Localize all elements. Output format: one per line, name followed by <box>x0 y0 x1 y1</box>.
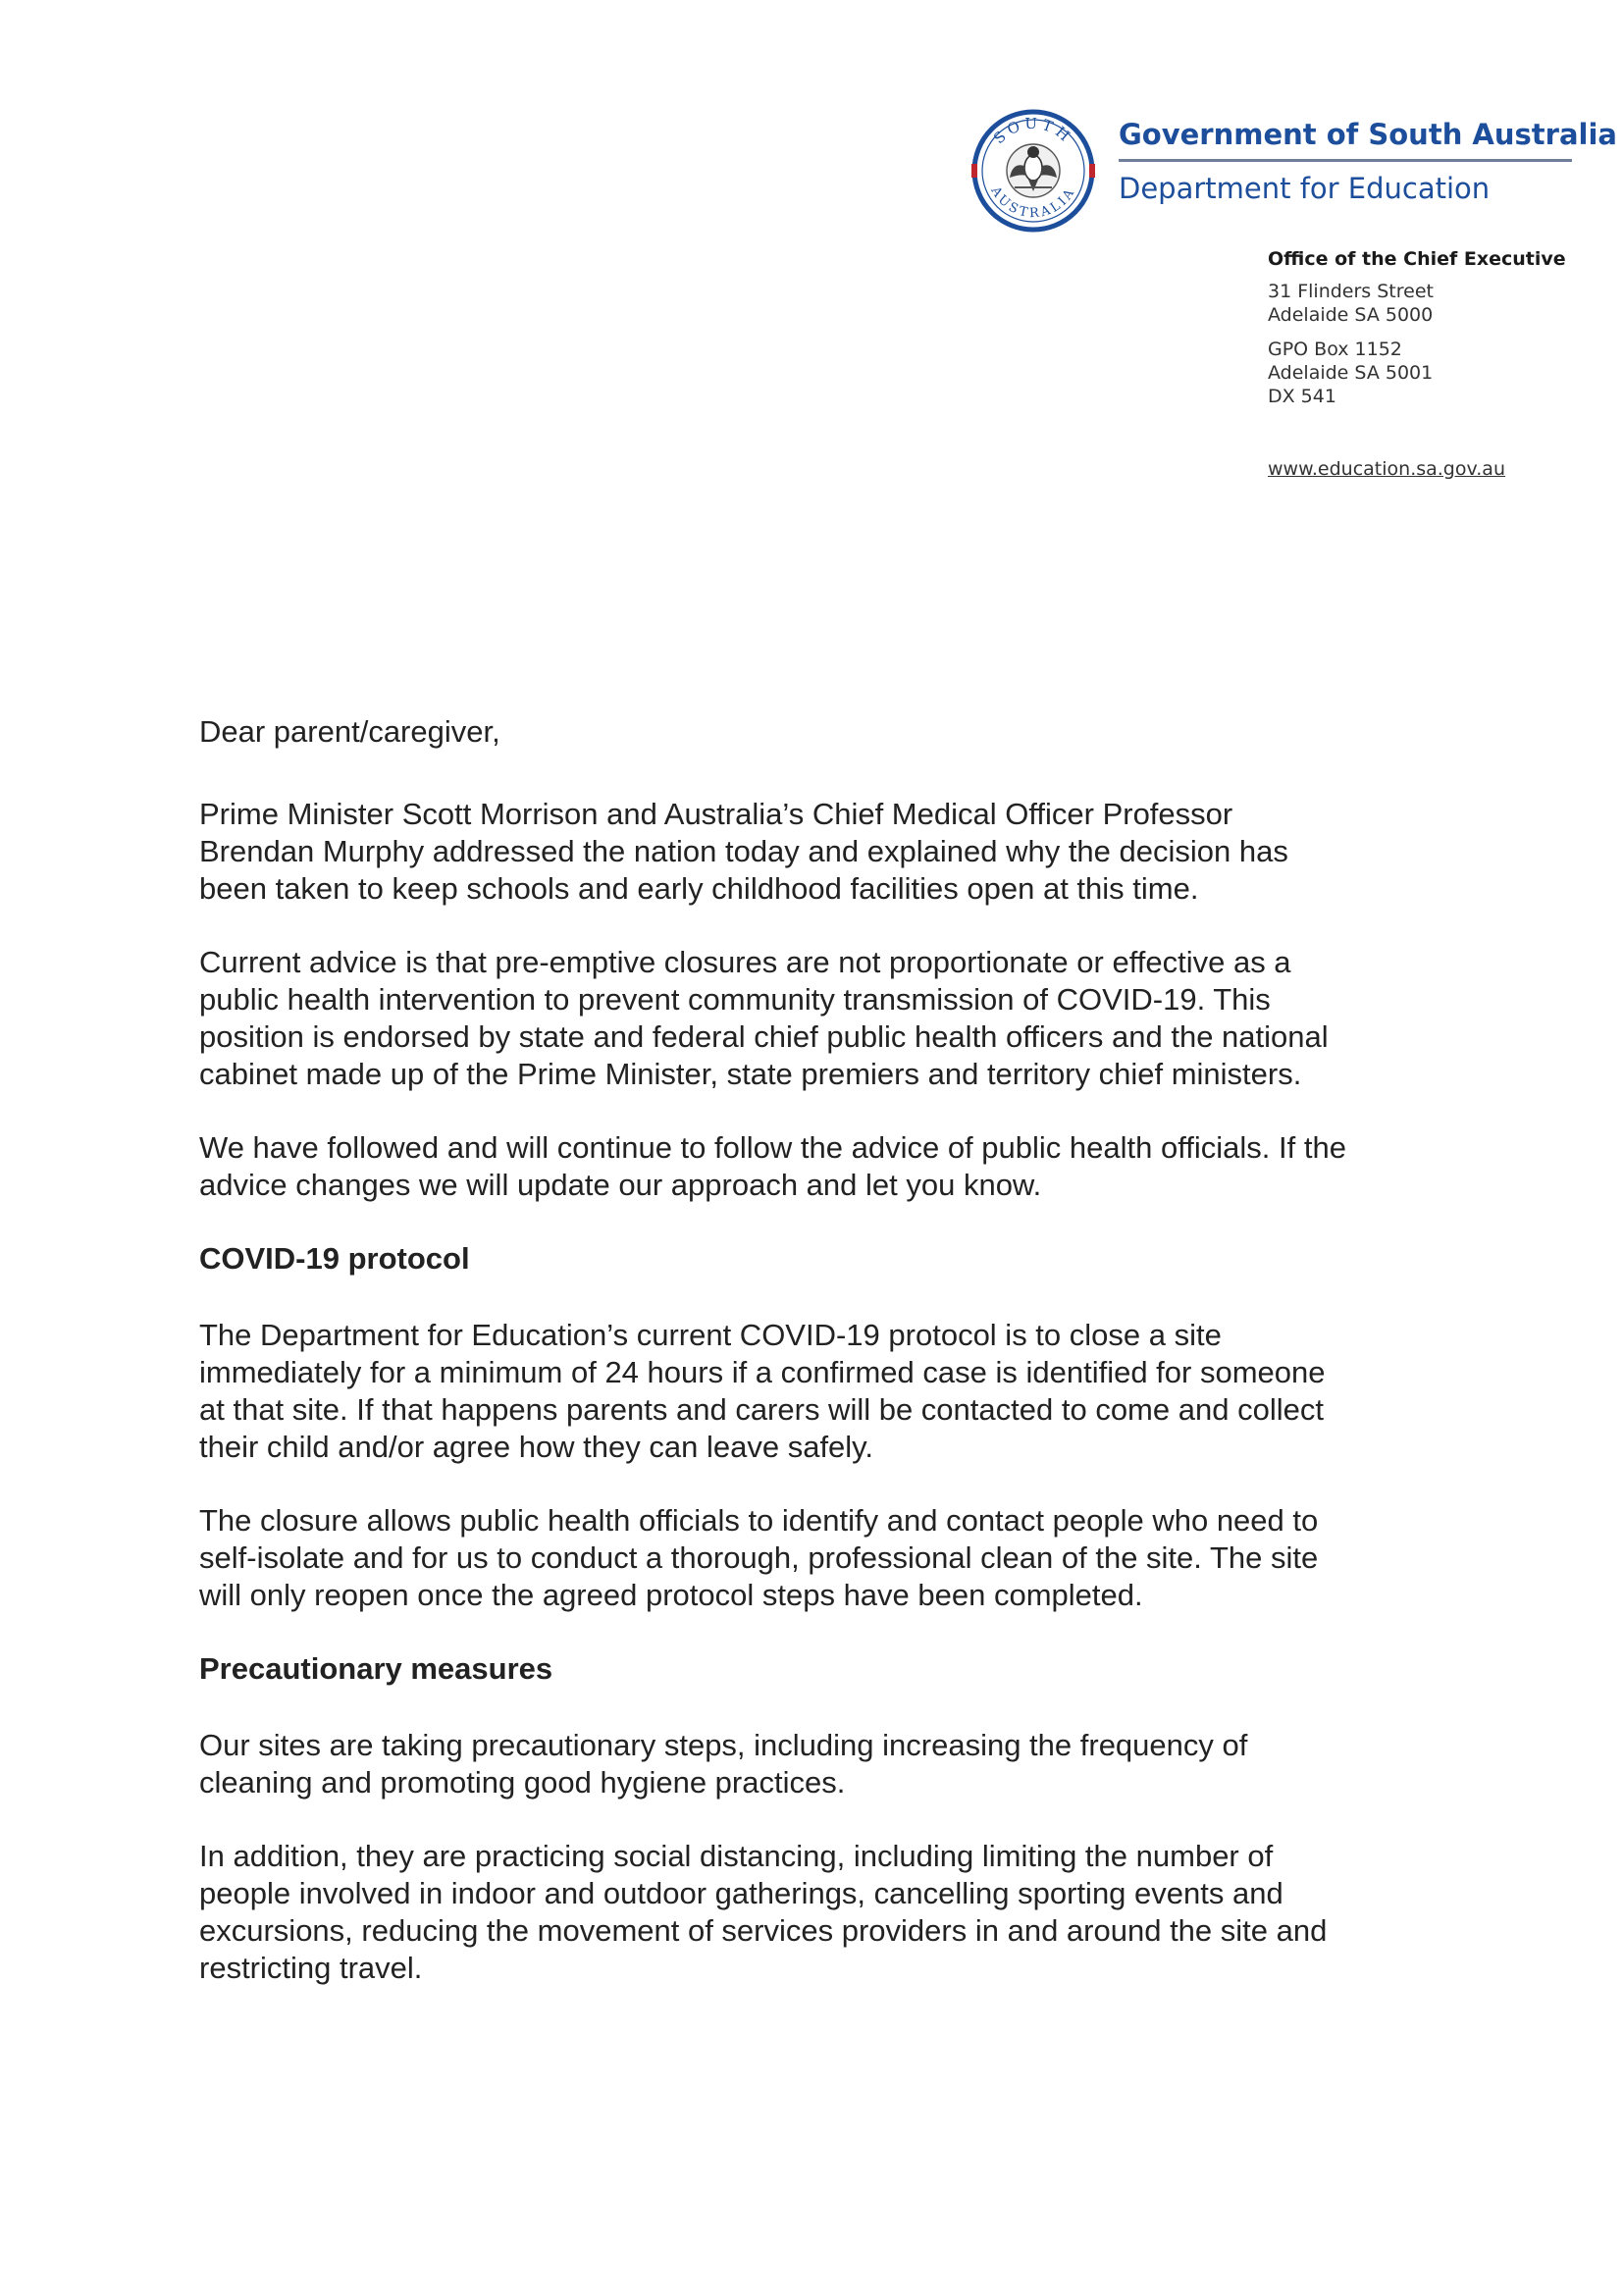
postal-address-line: DX 541 <box>1268 386 1336 407</box>
paragraph-line: Brendan Murphy addressed the nation today and explained why the decision has <box>199 834 1288 868</box>
paragraph-line: at that site. If that happens parents and carers will be contacted to come and collect <box>199 1392 1324 1427</box>
postal-address <box>1268 338 1566 408</box>
paragraph-line: Prime Minister Scott Morrison and Australia’s Chief Medical Officer Professor <box>199 797 1233 831</box>
paragraph-line: Our sites are taking precautionary steps, including increasing the frequency of <box>199 1728 1248 1762</box>
state-seal-logo <box>971 109 1095 233</box>
paragraph-line: excursions, reducing the movement of services providers in and around the site and <box>199 1913 1328 1948</box>
website-link[interactable]: www.education.sa.gov.au <box>1268 458 1505 480</box>
seal-text-bottom: AUSTRALIA <box>987 183 1079 222</box>
paragraph-line: Current advice is that pre-emptive closures are not proportionate or effective as a <box>199 945 1291 979</box>
paragraph-decision <box>199 796 1475 908</box>
paragraph-line: We have followed and will continue to follow the advice of public health officials. If the <box>199 1130 1346 1165</box>
letter-body <box>199 713 1475 2023</box>
paragraph-protocol <box>199 1317 1475 1466</box>
heading-precautionary-measures: Precautionary measures <box>199 1651 553 1686</box>
paragraph-closure <box>199 1502 1475 1614</box>
paragraph-line: public health intervention to prevent community transmission of COVID-19. This <box>199 982 1271 1017</box>
paragraph-line: been taken to keep schools and early childhood facilities open at this time. <box>199 871 1199 906</box>
heading-covid-protocol: COVID-19 protocol <box>199 1241 470 1276</box>
paragraph-social-distancing <box>199 1838 1475 1987</box>
paragraph-line: their child and/or agree how they can leave safely. <box>199 1430 873 1464</box>
postal-address-line: GPO Box 1152 <box>1268 339 1402 360</box>
paragraph-follow-advice <box>199 1129 1475 1204</box>
office-address-block <box>1268 247 1566 481</box>
paragraph-line: people involved in indoor and outdoor gatherings, cancelling sporting events and <box>199 1876 1283 1910</box>
paragraph-line: will only reopen once the agreed protocol steps have been completed. <box>199 1578 1143 1612</box>
paragraph-line: The closure allows public health officials to identify and contact people who need to <box>199 1503 1319 1538</box>
postal-address-line: Adelaide SA 5001 <box>1268 362 1434 384</box>
paragraph-line: The Department for Education’s current COVID-19 protocol is to close a site <box>199 1318 1222 1352</box>
paragraph-line: cleaning and promoting good hygiene practices. <box>199 1765 846 1800</box>
government-name: Government of South Australia <box>1119 118 1617 151</box>
paragraph-line: restricting travel. <box>199 1951 423 1985</box>
office-title: Office of the Chief Executive <box>1268 248 1566 270</box>
letterhead-titles <box>1119 112 1617 211</box>
seal-emblem-icon <box>971 109 1095 233</box>
salutation: Dear parent/caregiver, <box>199 714 500 749</box>
paragraph-line: self-isolate and for us to conduct a thorough, professional clean of the site. The site <box>199 1540 1319 1575</box>
paragraph-line: position is endorsed by state and federal chief public health officers and the national <box>199 1019 1329 1054</box>
street-address <box>1268 280 1566 327</box>
paragraph-current-advice <box>199 944 1475 1093</box>
street-address-line: Adelaide SA 5000 <box>1268 304 1434 326</box>
letterhead-divider <box>1119 159 1572 162</box>
paragraph-precautionary-steps <box>199 1727 1475 1801</box>
paragraph-line: In addition, they are practicing social distancing, including limiting the number of <box>199 1839 1274 1873</box>
department-name: Department for Education <box>1119 172 1491 205</box>
paragraph-line: cabinet made up of the Prime Minister, state premiers and territory chief ministers. <box>199 1057 1302 1091</box>
paragraph-line: advice changes we will update our approach and let you know. <box>199 1168 1042 1202</box>
paragraph-line: immediately for a minimum of 24 hours if a confirmed case is identified for someone <box>199 1355 1326 1389</box>
seal-text-top: SOUTH <box>990 114 1076 148</box>
street-address-line: 31 Flinders Street <box>1268 281 1434 302</box>
